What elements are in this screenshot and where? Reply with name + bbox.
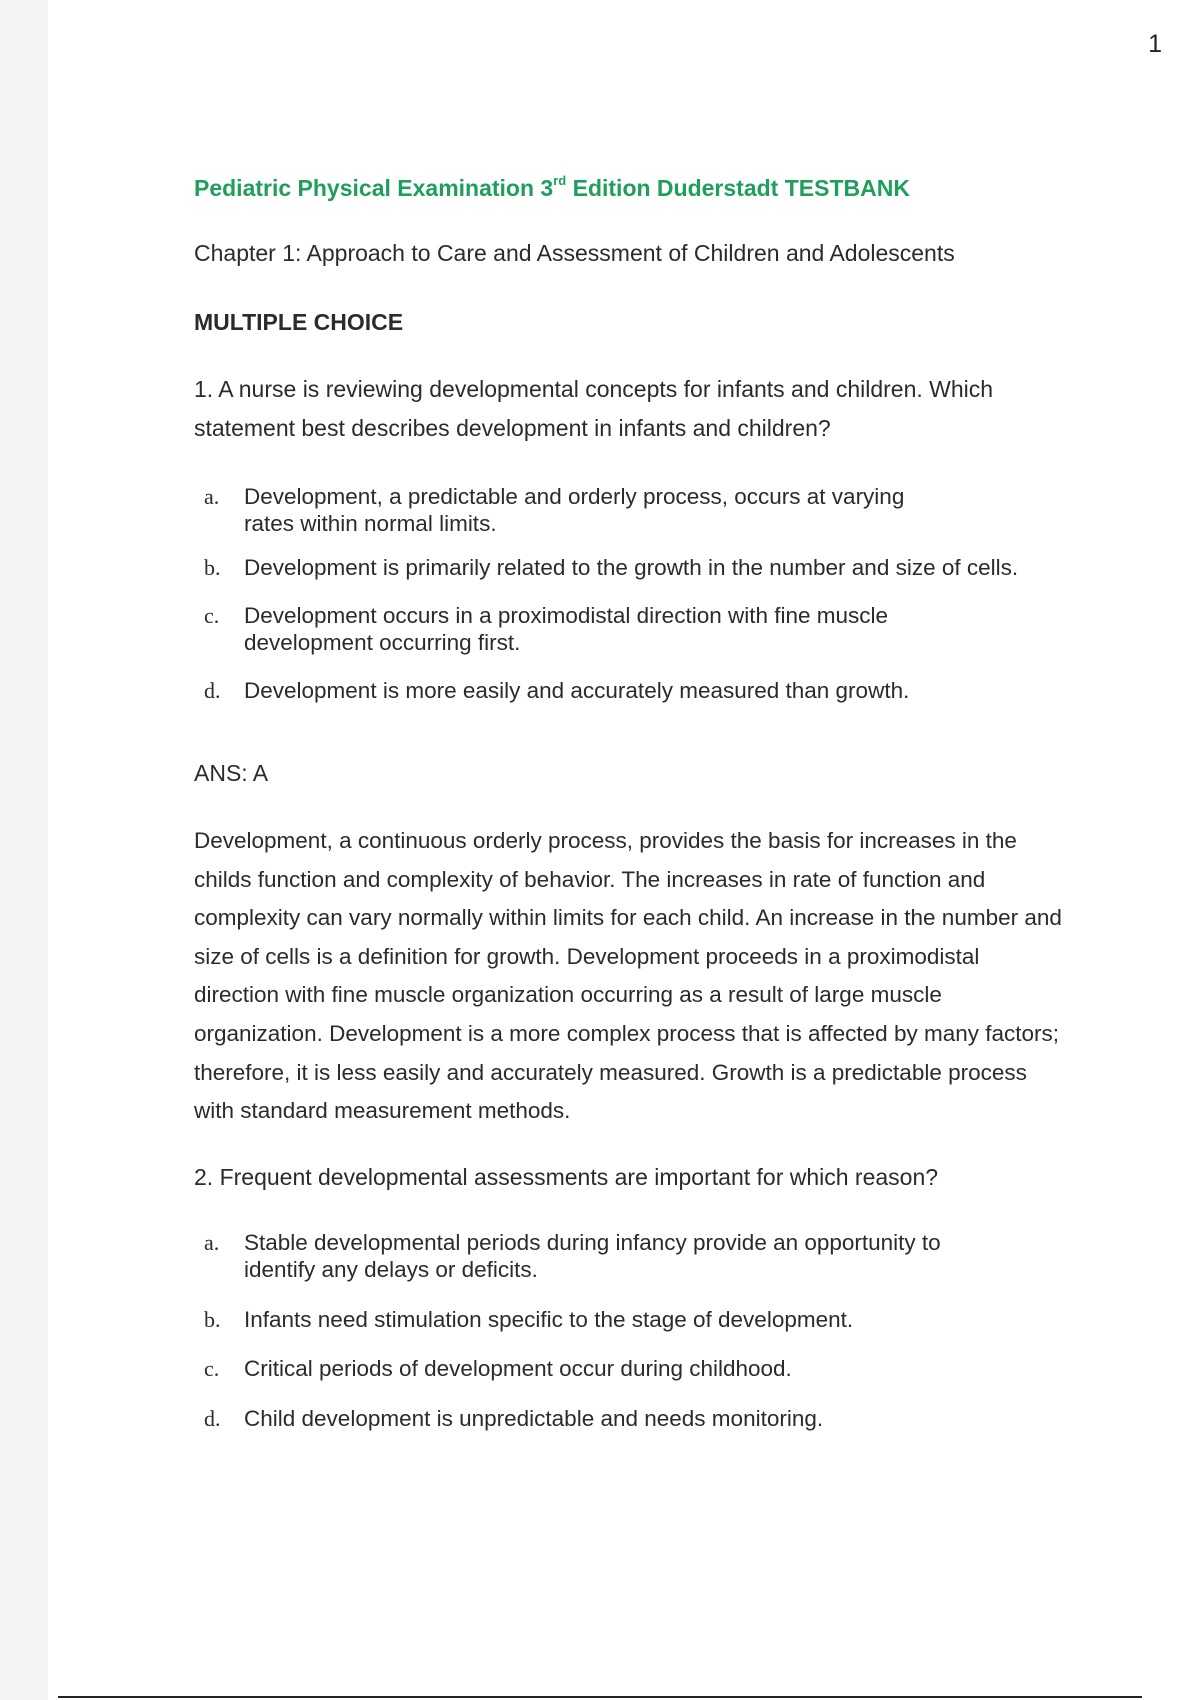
page-number: 1 [1148, 30, 1162, 58]
option-text [244, 1229, 1124, 1283]
rationale-line: therefore, it is less easily and accurately measured. Growth is a predictable process [194, 1059, 1027, 1085]
option-letter: a. [204, 1230, 220, 1255]
option-letter: b. [204, 555, 221, 580]
option-text [244, 677, 1124, 704]
option-letter: d. [204, 678, 221, 703]
option-text-line: Critical periods of development occur during childhood. [244, 1356, 792, 1381]
option-letter: c. [204, 603, 220, 628]
option-text [244, 554, 1124, 581]
rationale-line: childs function and complexity of behavior. The increases in rate of function and [194, 866, 986, 892]
option-letter: d. [204, 1406, 221, 1431]
option-text [244, 483, 1124, 537]
rationale [194, 822, 1144, 1131]
option-text-line: Child development is unpredictable and needs monitoring. [244, 1406, 824, 1431]
option-text [244, 1355, 1124, 1382]
rationale-line: Development, a continuous orderly process, provides the basis for increases in the [194, 828, 1017, 853]
title-prefix: Pediatric Physical Examination 3 [194, 175, 554, 201]
rationale-line: with standard measurement methods. [194, 1098, 571, 1124]
chapter-heading: Chapter 1: Approach to Care and Assessment of Children and Adolescents [194, 240, 955, 266]
rationale-line: organization. Development is a more complex process that is affected by many factors; [194, 1020, 1059, 1046]
title-superscript: rd [553, 173, 567, 188]
title-suffix: Edition Duderstadt TESTBANK [566, 175, 910, 201]
option-text [244, 602, 1124, 656]
option-text-line: identify any delays or deficits. [244, 1257, 538, 1282]
option-text [244, 1306, 1124, 1333]
option-text-line: Infants need stimulation specific to the stage of development. [244, 1307, 854, 1332]
option-text-line: rates within normal limits. [244, 511, 497, 536]
rationale-line: size of cells is a definition for growth. Development proceeds in a proximodistal [194, 943, 980, 969]
question-2 [194, 1158, 1124, 1197]
option-text-line: Development is primarily related to the growth in the number and size of cells. [244, 555, 1019, 580]
document-title [194, 175, 910, 202]
option-letter: b. [204, 1307, 221, 1332]
question-2-line-1: 2. Frequent developmental assessments are important for which reason? [194, 1164, 939, 1190]
question-1 [194, 370, 1124, 448]
question-1-line-2: statement best describes development in infants and children? [194, 415, 831, 441]
option-text-line: development occurring first. [244, 630, 521, 655]
option-letter: a. [204, 484, 220, 509]
option-text-line: Stable developmental periods during infancy provide an opportunity to [244, 1230, 941, 1255]
option-text [244, 1405, 1124, 1432]
answer-key: ANS: A [194, 760, 269, 786]
option-text-line: Development occurs in a proximodistal direction with fine muscle [244, 603, 889, 628]
document-page [48, 0, 1200, 1700]
rationale-line: direction with fine muscle organization occurring as a result of large muscle [194, 982, 942, 1008]
question-1-line-1: 1. A nurse is reviewing developmental concepts for infants and children. Which [194, 376, 994, 402]
page-bottom-rule [58, 1696, 1142, 1698]
option-text-line: Development is more easily and accurately measured than growth. [244, 678, 910, 703]
rationale-line: complexity can vary normally within limits for each child. An increase in the number and [194, 905, 1062, 931]
option-letter: c. [204, 1356, 220, 1381]
option-text-line: Development, a predictable and orderly process, occurs at varying [244, 484, 905, 509]
section-heading: MULTIPLE CHOICE [194, 309, 404, 335]
